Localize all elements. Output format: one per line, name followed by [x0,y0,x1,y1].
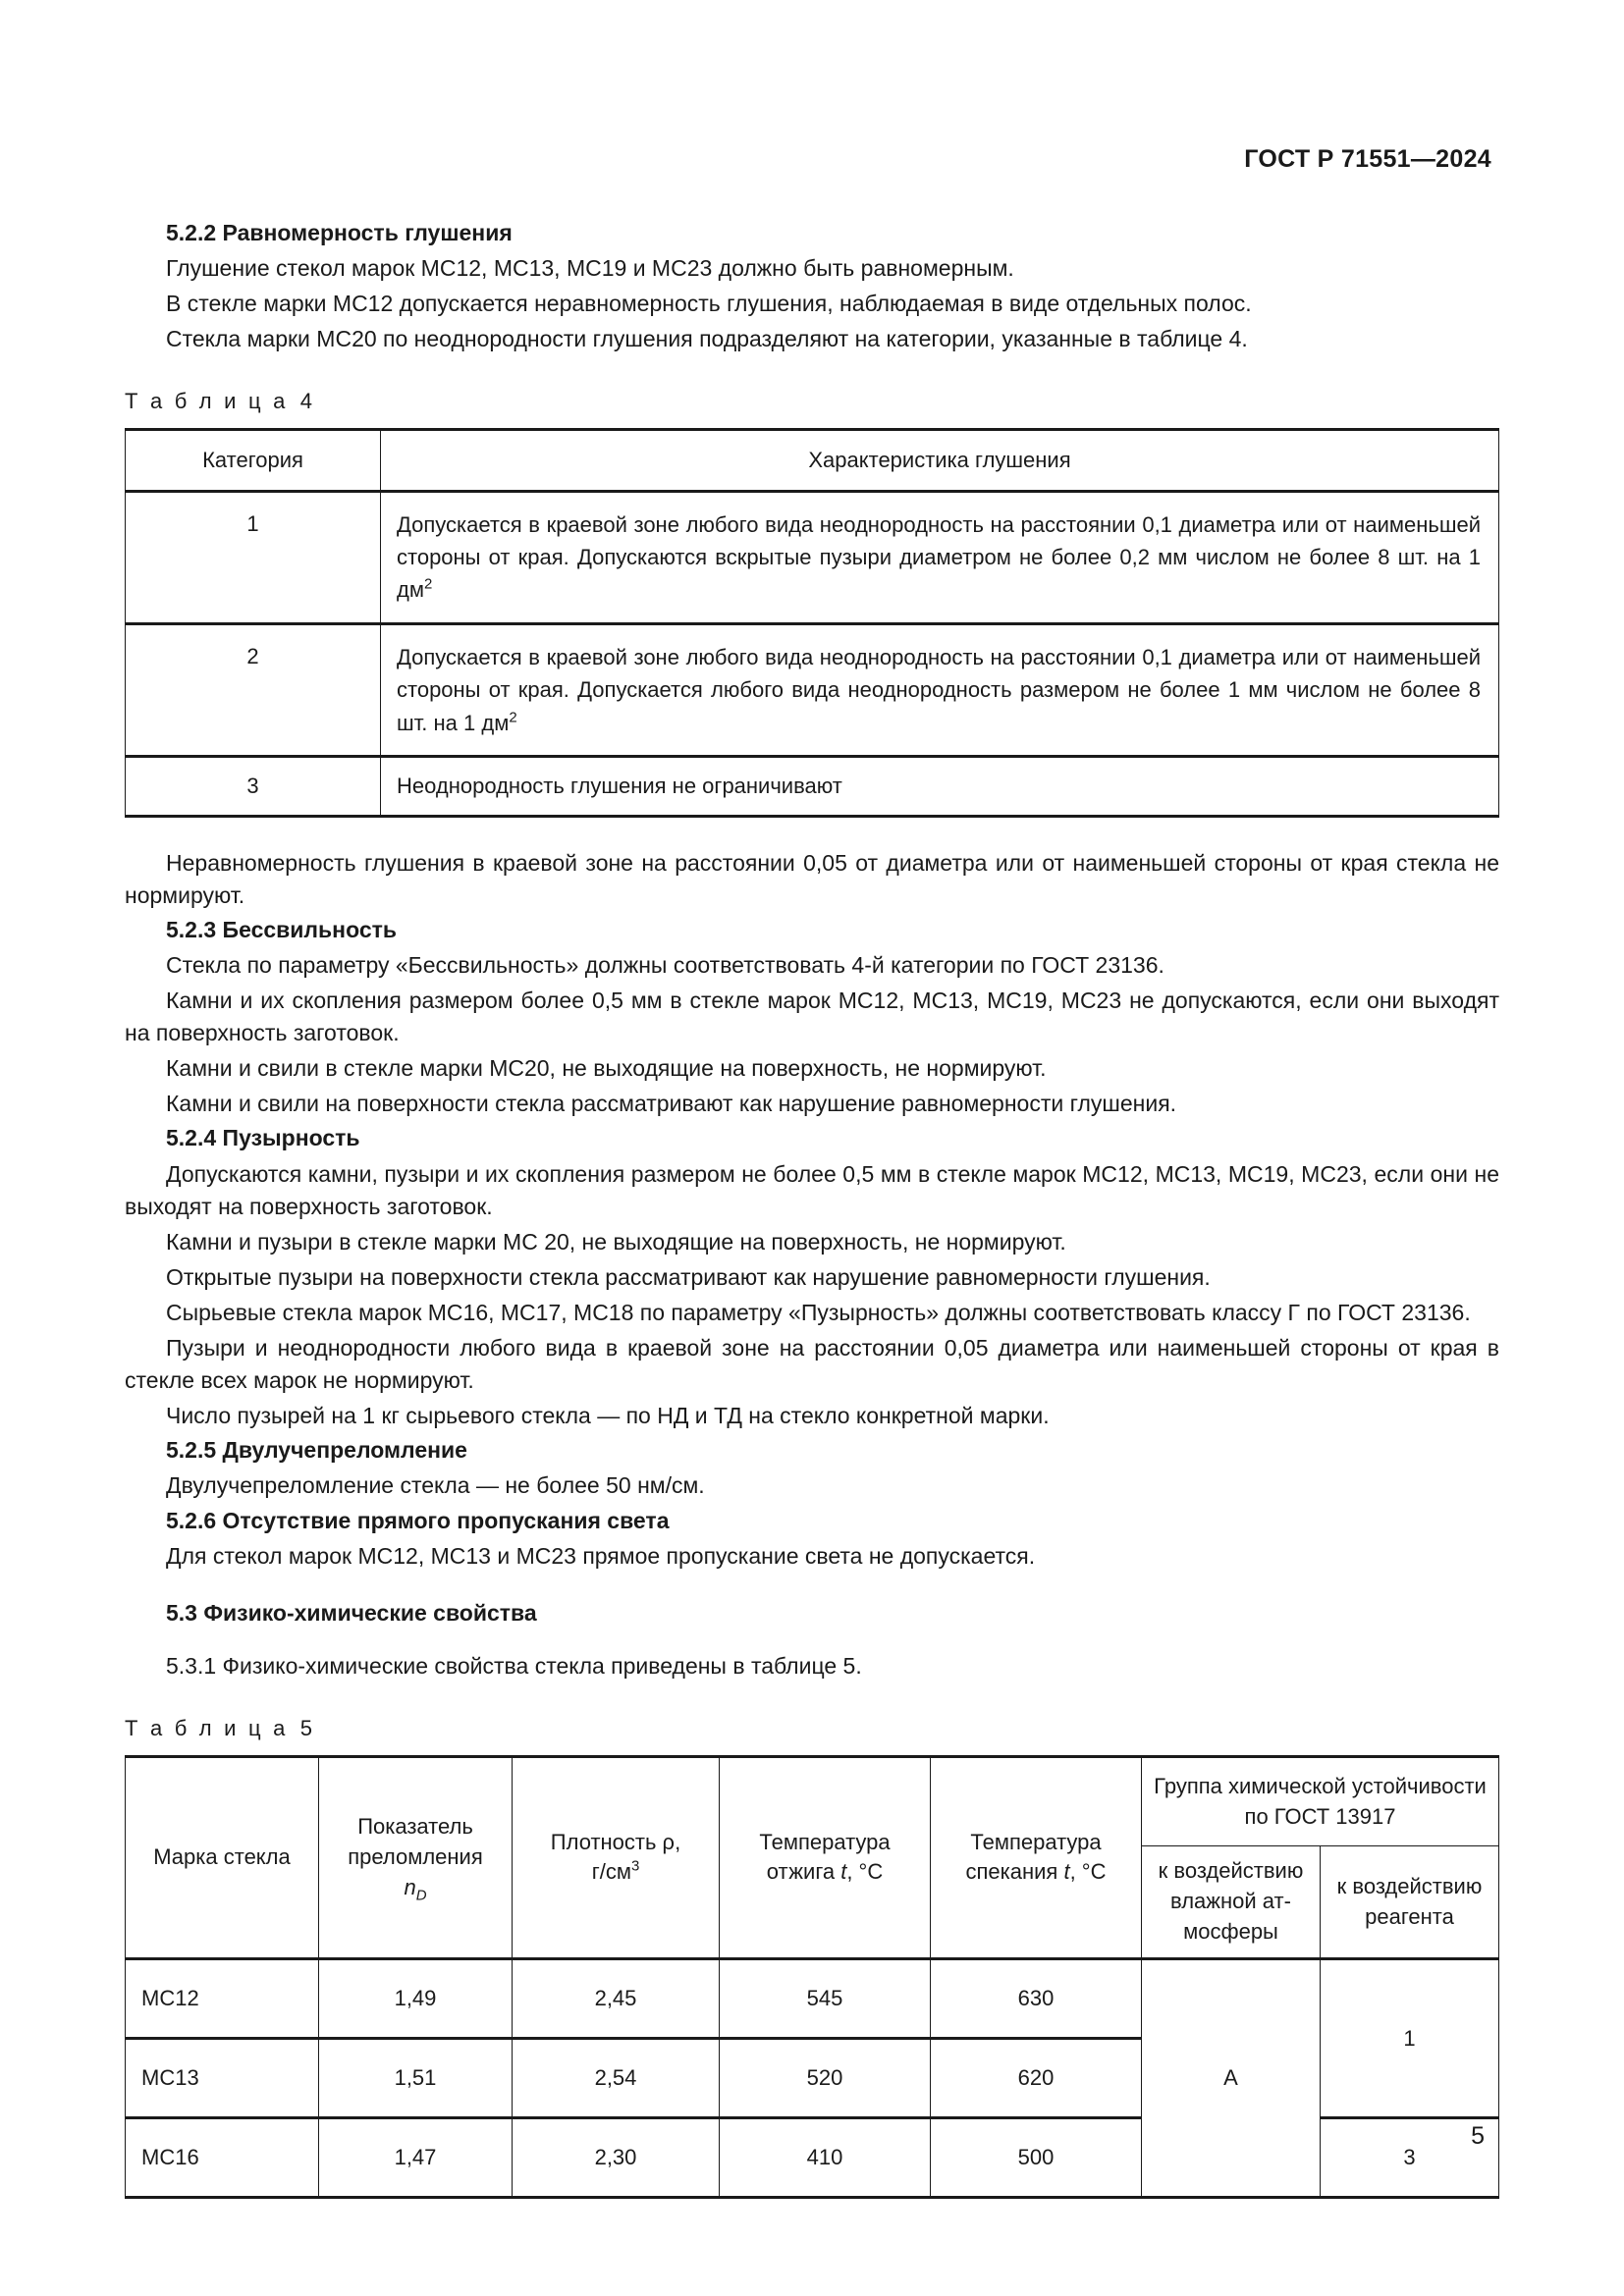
heading-5-2-6: 5.2.6 Отсутствие прямого пропускания света [166,1507,670,1533]
table-5-header-refraction-subscript: D [415,1887,427,1904]
table-4-description-superscript: 2 [423,576,433,594]
table-4-cell-description [381,491,1499,623]
paragraph-5-3-1: 5.3.1 Физико-химические свойства стекла приведены в таблице 5. [166,1652,862,1679]
table-5-cell-sintering: 500 [931,2117,1142,2197]
table-row [126,491,1499,623]
table-5-header-humid-atmosphere [1142,1846,1321,1958]
table-4-description-superscript: 2 [509,709,517,726]
table-5-header-refraction-line2: преломления [348,1843,483,1869]
table-5-header-annealing-symbol: t [840,1859,847,1885]
table-4-caption-number: 4 [299,389,312,414]
table-5-header-density-unit: г/см [591,1859,631,1885]
table-5-header-density-superscript: 3 [630,1858,640,1876]
paragraph-5-2-5-1: Двулучепреломление стекла — не более 50 нм/см. [166,1472,705,1499]
heading-5-2-3: 5.2.3 Бессвильность [166,916,398,942]
table-5-cell-humidity-group: А [1142,1958,1321,2197]
heading-5-2-5: 5.2.5 Двулучепреломление [166,1437,467,1464]
heading-5-3: 5.3 Физико-химические свойства [166,1599,537,1626]
paragraph-after-table-4: Неравномерность глушения в краевой зоне на расстоянии 0,05 от диаметра или от наименьшей стороны от края стекла не нормируют. [125,849,1499,908]
table-4-description-text: Неоднородность глушения не ограничивают [397,774,842,799]
table-5-cell-annealing: 410 [720,2117,931,2197]
table-4-caption-label: Т а б л и ц а [125,389,289,414]
paragraph-5-2-3-3: Камни и свили в стекле марки МС20, не выходящие на поверхность, не нормируют. [166,1055,1047,1082]
paragraph-5-2-4-4: Сырьевые стекла марок МС16, МС17, МС18 по параметру «Пузырность» должны соответствовать классу Г по ГОСТ 23136. [166,1299,1471,1325]
table-5-header-chemical-group-line2: по ГОСТ 13917 [1244,1803,1396,1829]
table-5-header-humid-line1: к воздействию [1158,1858,1304,1884]
table-5-header-reagent-line1: к воздействию [1336,1873,1483,1898]
table-5-cell-mark: МС16 [126,2117,319,2197]
table-5-cell-mark: МС12 [126,1958,319,2038]
table-5-header-annealing-line1: Температура [759,1829,891,1854]
table-5-header-reagent [1321,1846,1499,1958]
table-5-cell-annealing: 520 [720,2038,931,2117]
table-5-header-annealing [720,1756,931,1958]
table-5-cell-density: 2,30 [513,2117,720,2197]
table-5-header-annealing-unit: , °C [846,1859,884,1885]
paragraph-5-2-4-6: Число пузырей на 1 кг сырьевого стекла — по НД и ТД на стекло конкретной марки. [166,1403,1050,1429]
table-5-cell-refraction: 1,47 [319,2117,513,2197]
table-5-cell-density: 2,54 [513,2038,720,2117]
table-5-cell-refraction: 1,49 [319,1958,513,2038]
paragraph-5-2-2-1: Глушение стекол марок МС12, МС13, МС19 и МС23 должно быть равномерным. [166,255,1014,282]
table-5-header-sintering [931,1756,1142,1958]
table-5-caption-label: Т а б л и ц а [125,1715,289,1740]
table-5-header-reagent-line2: реагента [1365,1903,1454,1929]
table-5-caption-number: 5 [299,1715,312,1740]
table-5-header-refraction-symbol: n [404,1874,416,1899]
table-row [126,623,1499,756]
paragraph-5-2-2-3: Стекла марки МС20 по неоднородности глушения подразделяют на категории, указанные в таблице 4. [166,326,1248,352]
table-4-cell-description [381,623,1499,756]
table-5-cell-mark: МС13 [126,2038,319,2117]
table-4-description-text: Допускается в краевой зоне любого вида неоднородность на расстоянии 0,1 диаметра или от наименьшей стороны от края. Допускается любого вида неоднородность размером не более 1 мм числом не более 8 шт. на 1 дм [397,644,1481,735]
table-5-header-humid-line3: мосферы [1183,1919,1278,1945]
document-standard-header: ГОСТ Р 71551—2024 [1244,145,1491,173]
paragraph-5-2-6-1: Для стекол марок МС12, МС13 и МС23 прямое пропускание света не допускается. [166,1542,1036,1569]
table-4-caption [125,389,1499,414]
table-5-header-chemical-group-line1: Группа химической устойчивости [1154,1773,1487,1798]
table-5-cell-reagent-group: 3 [1321,2117,1499,2197]
table-4-cell-description [381,757,1499,816]
paragraph-5-2-4-3: Открытые пузыри на поверхности стекла рассматривают как нарушение равномерности глушения. [166,1263,1211,1290]
table-5-header-refraction [319,1756,513,1958]
paragraph-5-2-2-2: В стекле марки МС12 допускается неравномерность глушения, наблюдаемая в виде отдельных полос. [166,291,1252,317]
table-5-caption [125,1716,1499,1741]
table-5-header-sintering-symbol: t [1063,1859,1070,1885]
table-4-header-description: Характеристика глушения [381,430,1499,491]
table-5-cell-sintering: 630 [931,1958,1142,2038]
table-row [126,757,1499,816]
table-4-description-text: Допускается в краевой зоне любого вида неоднородность на расстоянии 0,1 диаметра или от наименьшей стороны от края. Допускаются вскрытые пузыри диаметром не более 0,2 мм числом не более 8 шт. на 1 дм [397,511,1481,603]
table-5-header-density-line1: Плотность ρ, [550,1829,681,1854]
table-5-header-sintering-line2: спекания [965,1859,1064,1885]
paragraph-5-2-3-1: Стекла по параметру «Бессвильность» должны соответствовать 4-й категории по ГОСТ 23136. [166,951,1164,978]
paragraph-5-2-4-2: Камни и пузыри в стекле марки МС 20, не выходящие на поверхность, не нормируют. [166,1228,1066,1255]
table-5-header-sintering-unit: , °C [1069,1859,1107,1885]
table-4-header-row [126,430,1499,491]
table-row [126,1958,1499,2038]
page-content [125,218,1499,2199]
page-number: 5 [1471,2122,1485,2150]
table-4-cell-category: 1 [126,491,381,623]
table-5-header-row-1 [126,1756,1499,1846]
heading-5-2-2: 5.2.2 Равномерность глушения [166,220,513,245]
heading-5-2-4: 5.2.4 Пузырность [166,1125,360,1151]
table-5-cell-reagent-group: 1 [1321,1958,1499,2117]
table-4-cell-category: 2 [126,623,381,756]
paragraph-5-2-3-4: Камни и свили на поверхности стекла рассматривают как нарушение равномерности глушения. [166,1091,1177,1117]
table-5-cell-sintering: 620 [931,2038,1142,2117]
paragraph-5-2-4-1: Допускаются камни, пузыри и их скопления размером не более 0,5 мм в стекле марок МС12, МС13, МС19, МС23, если они не выходят на поверхность заготовок. [125,1160,1499,1219]
table-5-header-sintering-line1: Температура [970,1829,1102,1854]
table-5-cell-density: 2,45 [513,1958,720,2038]
table-4-cell-category: 3 [126,757,381,816]
table-5-header-chemical-group [1142,1756,1499,1846]
table-5-header-refraction-line1: Показатель [357,1814,473,1840]
table-4 [125,428,1499,817]
paragraph-5-2-3-2: Камни и их скопления размером более 0,5 мм в стекле марок МС12, МС13, МС19, МС23 не допускаются, если они выходят на поверхность заготовок. [125,988,1499,1046]
table-5-header-density [513,1756,720,1958]
table-5-header-mark: Марка стекла [126,1756,319,1958]
table-5-cell-refraction: 1,51 [319,2038,513,2117]
table-5-header-annealing-line2: отжига [766,1859,841,1885]
table-5-cell-annealing: 545 [720,1958,931,2038]
table-5 [125,1755,1499,2199]
paragraph-5-2-4-5: Пузыри и неоднородности любого вида в краевой зоне на расстоянии 0,05 диаметра или наименьшей стороны от края в стекле всех марок не нормируют. [125,1335,1499,1394]
table-5-header-humid-line2: влажной ат- [1170,1889,1291,1914]
table-4-header-category: Категория [126,430,381,491]
